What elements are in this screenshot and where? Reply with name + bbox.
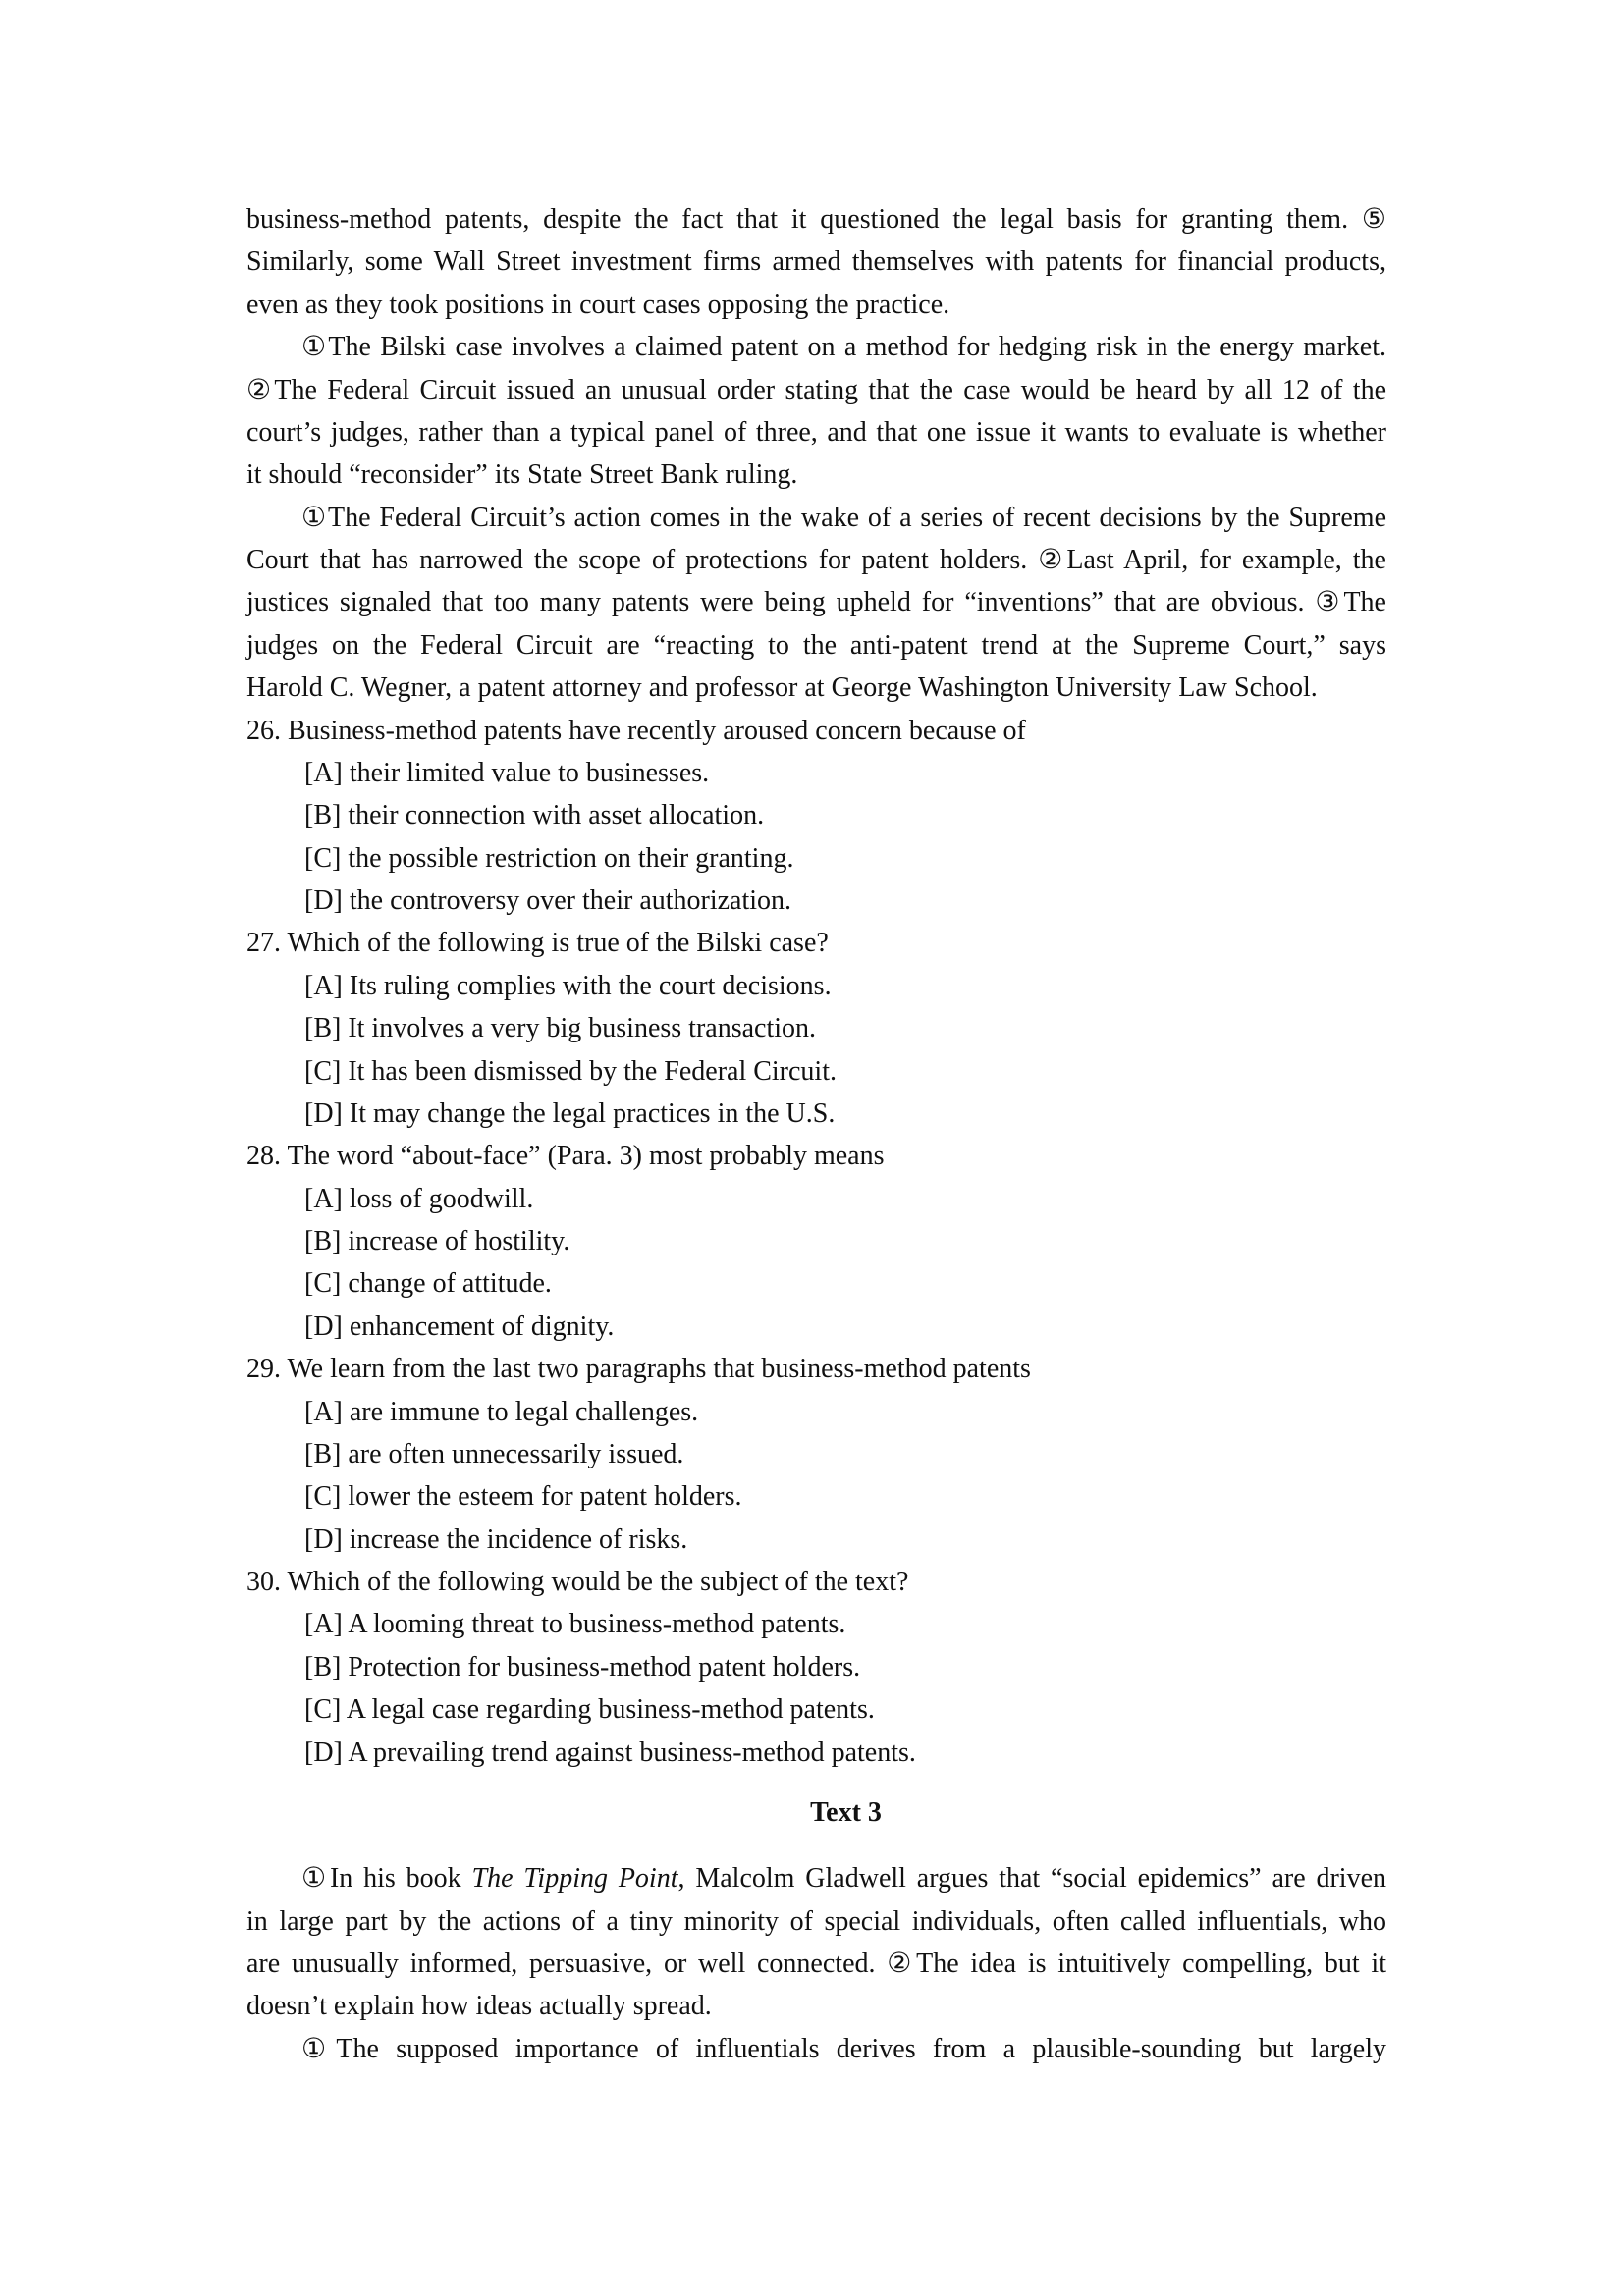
text2-para3-line: even as they took positions in court cases opposing the practice. [246, 290, 950, 320]
option-a: [A] loss of goodwill. [304, 1184, 534, 1214]
question-stem: 26. Business-method patents have recently aroused concern because of [246, 716, 1026, 746]
text3-para1-line [301, 1861, 1386, 1896]
option-a: [A] are immune to legal challenges. [304, 1397, 699, 1427]
text2-para4-line: court’s judges, rather than a typical panel of three, and that one issue it wants to evaluate is whether [246, 417, 1386, 448]
option-c: [C] the possible restriction on their granting. [304, 843, 794, 874]
text3-para1-suffix: , Malcolm Gladwell argues that “social epidemics” are driven [677, 1863, 1387, 1894]
option-c: [C] A legal case regarding business-method patents. [304, 1694, 875, 1725]
option-a: [A] Its ruling complies with the court decisions. [304, 971, 832, 1001]
question-stem: 27. Which of the following is true of the Bilski case? [246, 928, 829, 958]
option-a: [A] their limited value to businesses. [304, 758, 710, 788]
text2-para5-line: Harold C. Wegner, a patent attorney and professor at George Washington University Law School. [246, 672, 1318, 703]
text3-para1-line: are unusually informed, persuasive, or well connected. ②The idea is intuitively compelling, but it [246, 1949, 1386, 1979]
text2-para4-line: ②The Federal Circuit issued an unusual order stating that the case would be heard by all 12 of the [246, 375, 1386, 405]
option-d: [D] enhancement of dignity. [304, 1311, 615, 1342]
question-stem: 28. The word “about-face” (Para. 3) most probably means [246, 1141, 885, 1171]
text2-para4-line: it should “reconsider” its State Street Bank ruling. [246, 459, 798, 490]
section-heading: Text 3 [810, 1797, 882, 1828]
option-d: [D] increase the incidence of risks. [304, 1524, 688, 1555]
option-c: [C] lower the esteem for patent holders. [304, 1481, 742, 1512]
option-b: [B] increase of hostility. [304, 1226, 570, 1256]
text2-para4-line: ①The Bilski case involves a claimed patent on a method for hedging risk in the energy market. [301, 332, 1386, 362]
option-b: [B] their connection with asset allocation. [304, 800, 765, 830]
book-title: The Tipping Point [471, 1863, 678, 1894]
option-b: [B] It involves a very big business transaction. [304, 1013, 817, 1043]
option-d: [D] A prevailing trend against business-method patents. [304, 1737, 916, 1768]
text2-para5-line: justices signaled that too many patents were being upheld for “inventions” that are obvious. ③The [246, 587, 1386, 617]
option-d: [D] It may change the legal practices in the U.S. [304, 1098, 836, 1129]
text2-para5-line: judges on the Federal Circuit are “reacting to the anti-patent trend at the Supreme Court,” says [246, 630, 1386, 661]
text2-para3-line: business-method patents, despite the fact that it questioned the legal basis for granting them. ⑤ [246, 204, 1386, 235]
option-a: [A] A looming threat to business-method patents. [304, 1609, 846, 1639]
text2-para5-line: Court that has narrowed the scope of protections for patent holders. ②Last April, for example, the [246, 545, 1386, 575]
option-c: [C] change of attitude. [304, 1268, 552, 1299]
question-stem: 29. We learn from the last two paragraphs that business-method patents [246, 1354, 1031, 1384]
text2-para3-line: Similarly, some Wall Street investment firms armed themselves with patents for financial products, [246, 246, 1386, 277]
text3-para1-line: in large part by the actions of a tiny minority of special individuals, often called influentials, who [246, 1906, 1386, 1937]
option-c: [C] It has been dismissed by the Federal Circuit. [304, 1056, 837, 1087]
text2-para5-line: ①The Federal Circuit’s action comes in the wake of a series of recent decisions by the Supreme [301, 503, 1386, 533]
text3-para1-line: doesn’t explain how ideas actually spread. [246, 1991, 712, 2021]
option-d: [D] the controversy over their authorization. [304, 885, 792, 916]
option-b: [B] are often unnecessarily issued. [304, 1439, 684, 1469]
text3-para2-line: ①The supposed importance of influentials derives from a plausible-sounding but largely [301, 2034, 1386, 2064]
option-b: [B] Protection for business-method patent holders. [304, 1652, 861, 1682]
text3-para1-prefix: ①In his book [301, 1863, 472, 1894]
question-stem: 30. Which of the following would be the subject of the text? [246, 1567, 909, 1597]
